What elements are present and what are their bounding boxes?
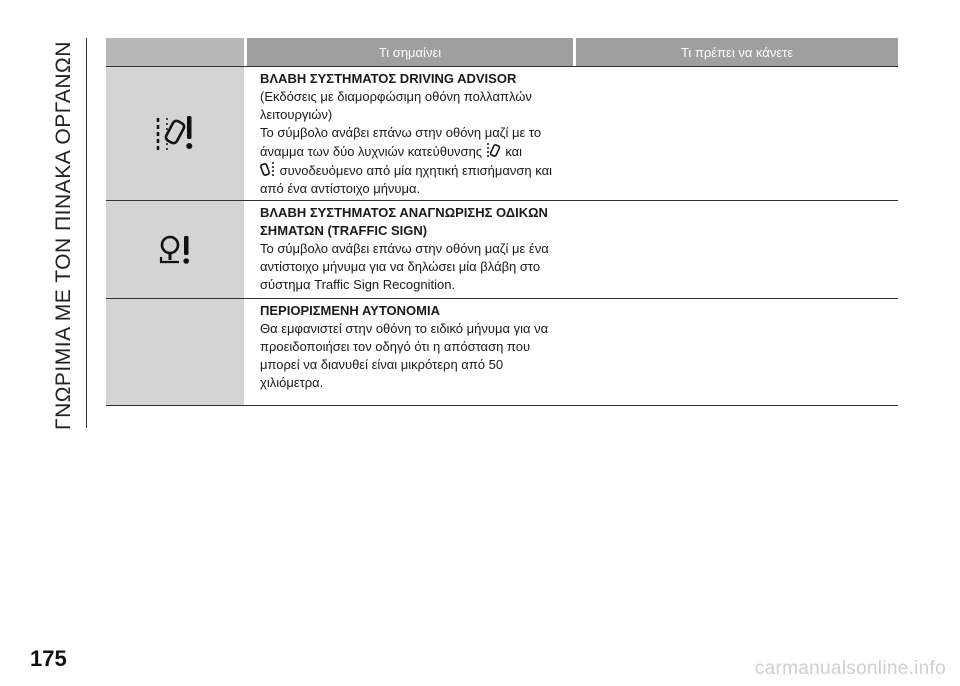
row-text: (Εκδόσεις με διαμορφώσιμη οθόνη πολλαπλών λειτουργιών) <box>260 89 532 122</box>
row-text: Το σύμβολο ανάβει επάνω στην οθόνη μαζί με το άναμμα των δύο λυχνιών κατεύθυνσης <box>260 125 542 159</box>
table-row <box>106 200 898 298</box>
action-cell <box>570 201 898 298</box>
meaning-cell <box>244 67 570 200</box>
icon-cell <box>106 299 244 405</box>
page-number: 175 <box>30 646 67 671</box>
row-title: ΒΛΑΒΗ ΣΥΣΤΗΜΑΤΟΣ DRIVING ADVISOR <box>260 71 517 86</box>
side-divider <box>86 38 87 428</box>
driving-advisor-warning-icon <box>153 112 197 156</box>
meaning-cell <box>244 299 570 405</box>
header-what-it-means: Τι σημαίνει <box>247 38 573 66</box>
row-text: και <box>505 144 523 159</box>
header-icon-column <box>106 38 244 66</box>
header-what-to-do: Τι πρέπει να κάνετε <box>576 38 898 66</box>
row-text: Το σύμβολο ανάβει επάνω στην οθόνη μαζί με ένα αντίστοιχο μήνυμα για να δηλώσει μία βλάβη στο σύστημα Traffic Sign Recognition. <box>260 241 549 292</box>
side-section-title: ΓΝΩΡΙΜΙΑ ΜΕ ΤΟΝ ΠΙΝΑΚΑ ΟΡΓΑΝΩΝ <box>52 41 75 430</box>
row-text: Θα εμφανιστεί στην οθόνη το ειδικό μήνυμα για να προειδοποιήσει τον οδηγό ότι η απόσταση που μπορεί να διανυθεί είναι μικρότερη από 50 χιλιόμετρα. <box>260 321 549 390</box>
meaning-cell <box>244 201 570 298</box>
traffic-sign-warning-icon <box>158 234 192 266</box>
lane-icon <box>486 142 502 159</box>
icon-cell <box>106 67 244 200</box>
row-text: συνοδευόμενο από μία ηχητική επισήμανση και από ένα αντίστοιχο μήνυμα. <box>260 163 552 196</box>
lane-icon-alt <box>260 161 276 178</box>
icon-cell <box>106 201 244 298</box>
table-row <box>106 66 898 200</box>
watermark: carmanualsonline.info <box>754 658 946 679</box>
action-cell <box>570 67 898 200</box>
row-title: ΒΛΑΒΗ ΣΥΣΤΗΜΑΤΟΣ ΑΝΑΓΝΩΡΙΣΗΣ ΟΔΙΚΩΝ ΣΗΜΑΤΩΝ (TRAFFIC SIGN) <box>260 205 548 238</box>
table-row <box>106 298 898 406</box>
warnings-table <box>106 38 898 406</box>
row-title: ΠΕΡΙΟΡΙΣΜΕΝΗ ΑΥΤΟΝΟΜΙΑ <box>260 303 440 318</box>
action-cell <box>570 299 898 405</box>
table-header <box>106 38 898 66</box>
